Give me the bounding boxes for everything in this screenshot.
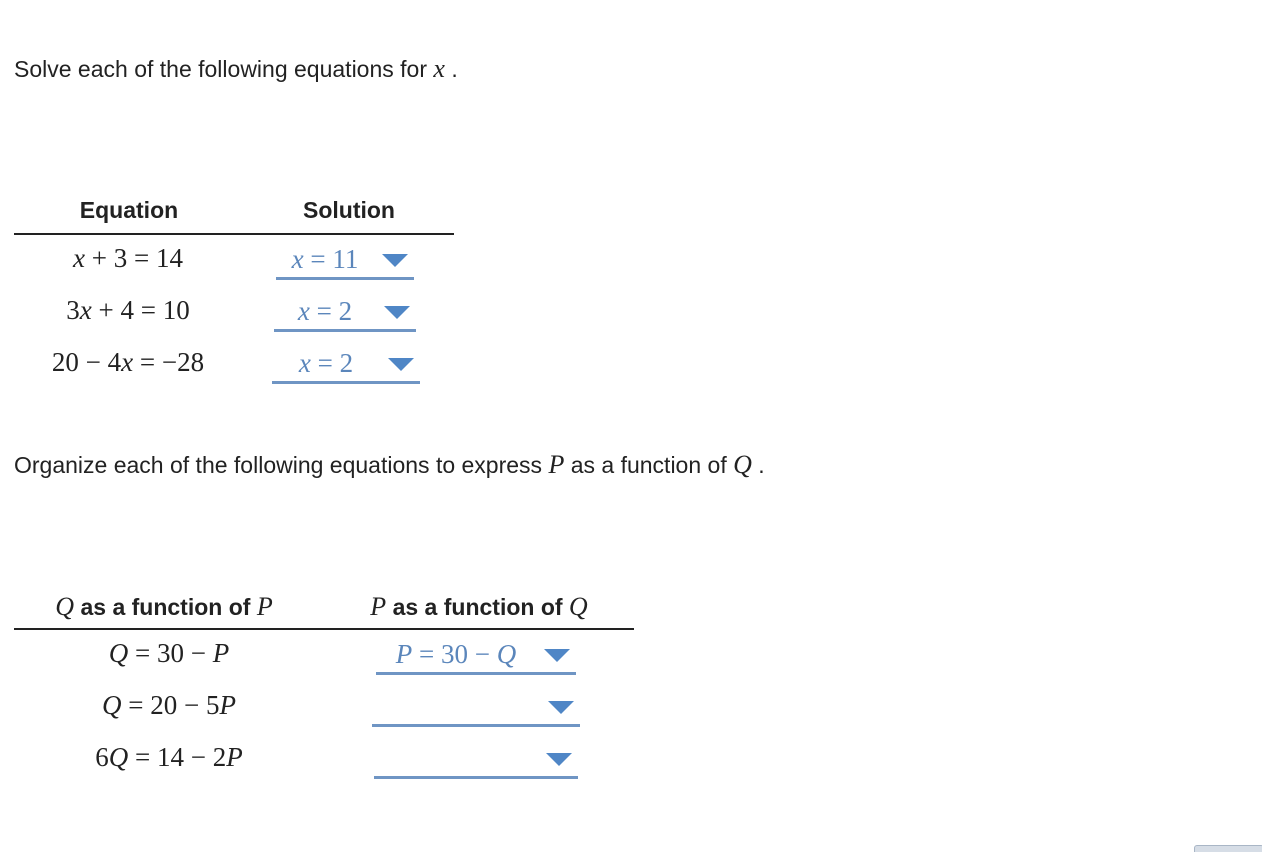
equation-text: x + 3 = 14 (73, 243, 183, 273)
function-dropdown-value: P = 30 − Q (395, 639, 517, 669)
header-left-var: Q (55, 592, 75, 621)
instruction-organize-text: Organize each of the following equations to express (14, 452, 549, 478)
instruction-solve-end: . (444, 56, 458, 82)
instruction-solve (14, 54, 458, 84)
header-right-text: as a function of (386, 594, 569, 620)
instruction-solve-var: x (433, 54, 445, 83)
chevron-down-icon (382, 254, 408, 267)
solution-dropdown-1[interactable] (276, 241, 414, 280)
header-equation: Equation (79, 197, 179, 223)
chevron-down-icon (546, 753, 572, 766)
instruction-solve-text: Solve each of the following equations for (14, 56, 434, 82)
function-table-header (14, 590, 634, 630)
solution-dropdown-value: x = 11 (291, 244, 359, 274)
table-row (14, 630, 634, 682)
table-row (14, 235, 454, 287)
solve-table-header (14, 195, 454, 235)
header-solution: Solution (303, 197, 395, 223)
function-dropdown-3[interactable] (374, 740, 578, 779)
equation-text: Q = 20 − 5P (102, 690, 236, 720)
header-right-var: P (370, 592, 387, 621)
instruction-organize-end: . (751, 452, 765, 478)
solution-dropdown-value: x = 2 (298, 348, 354, 378)
table-row (14, 339, 454, 391)
chevron-down-icon (388, 358, 414, 371)
header-left-of: P (256, 592, 273, 621)
header-q-as-function-of-p (14, 592, 314, 622)
equation-text: 20 − 4x = −28 (51, 347, 205, 377)
chevron-down-icon (548, 701, 574, 714)
equation-text: 6Q = 14 − 2P (95, 742, 243, 772)
instruction-organize-var2: Q (733, 450, 752, 479)
solve-table (14, 195, 454, 391)
solution-dropdown-3[interactable] (272, 345, 420, 384)
instruction-organize (14, 450, 765, 480)
table-row (14, 734, 634, 786)
next-button[interactable] (1194, 845, 1262, 852)
table-row (14, 682, 634, 734)
function-dropdown-2[interactable] (372, 688, 580, 727)
header-p-as-function-of-q (339, 592, 619, 622)
header-left-text: as a function of (74, 594, 257, 620)
function-table (14, 590, 634, 786)
solution-dropdown-value: x = 2 (297, 296, 353, 326)
equation-text: Q = 30 − P (108, 638, 230, 668)
solution-dropdown-2[interactable] (274, 293, 416, 332)
header-right-of: Q (568, 592, 588, 621)
equation-text: 3x + 4 = 10 (66, 295, 190, 325)
function-dropdown-1[interactable] (376, 636, 576, 675)
instruction-organize-var1: P (548, 450, 565, 479)
table-row (14, 287, 454, 339)
chevron-down-icon (384, 306, 410, 319)
chevron-down-icon (544, 649, 570, 662)
instruction-organize-mid: as a function of (564, 452, 734, 478)
